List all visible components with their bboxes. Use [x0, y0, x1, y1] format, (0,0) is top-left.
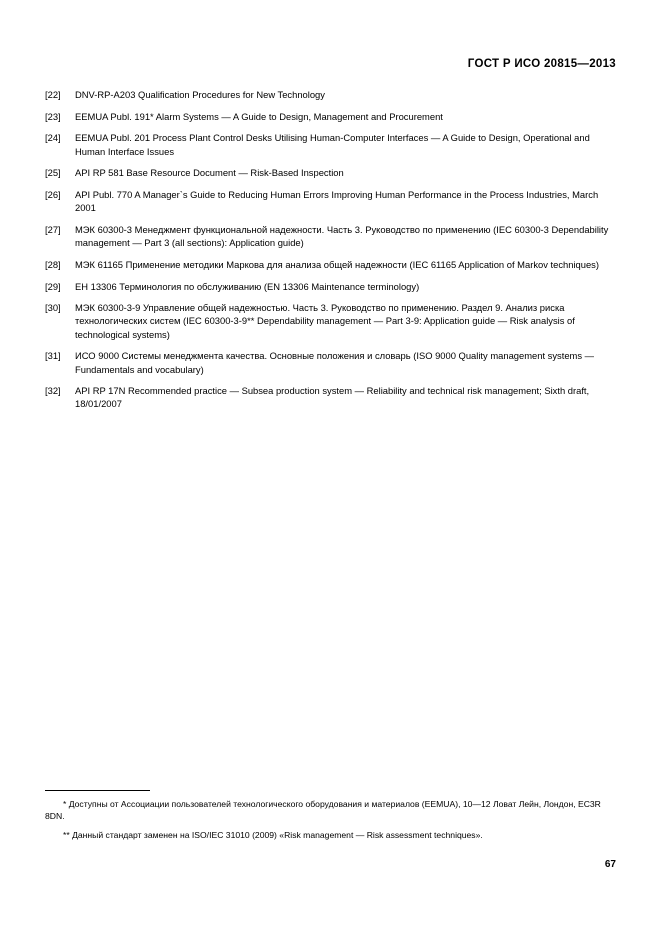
reference-text: API RP 581 Base Resource Document — Risk-Based Inspection	[75, 167, 344, 179]
list-item	[45, 301, 620, 341]
reference-number: [32]	[45, 385, 61, 397]
list-item	[45, 384, 620, 410]
reference-text: ЕН 13306 Терминология по обслуживанию (EN 13306 Maintenance terminology)	[75, 280, 420, 292]
footnote-item: * Доступны от Ассоциации пользователей технологического оборудования и материалов (EEMUA), 10—12 Ловат Лейн, Лондон, EC3R 8DN.	[45, 799, 601, 822]
reference-text: МЭК 60300-3-9 Управление общей надежностью. Часть 3. Руководство по применению. Раздел 9. Анализ риска технологических систем (IEC 60300-3-9** Dependability management — Part 3-9: Application guide — Risk analysis of technological systems)	[75, 302, 575, 340]
list-item	[45, 349, 620, 375]
reference-number: [25]	[45, 167, 61, 179]
list-item	[45, 110, 620, 123]
reference-number: [24]	[45, 132, 61, 144]
reference-text: API RP 17N Recommended practice — Subsea production system — Reliability and technical risk management; Sixth draft, 18/01/2007	[75, 385, 590, 410]
list-item	[45, 166, 620, 179]
list-item	[45, 223, 620, 249]
footnote-separator	[45, 790, 150, 791]
reference-number: [30]	[45, 302, 61, 314]
list-item	[45, 88, 620, 101]
reference-number: [27]	[45, 223, 61, 235]
reference-text: DNV-RP-A203 Qualification Procedures for New Technology	[75, 89, 325, 100]
reference-number: [26]	[45, 189, 61, 201]
reference-number: [23]	[45, 110, 61, 122]
reference-number: [22]	[45, 89, 61, 100]
reference-number: [31]	[45, 350, 61, 362]
reference-text: ИСО 9000 Системы менеджмента качества. Основные положения и словарь (ISO 9000 Quality management systems — Fundamentals and vocabulary)	[75, 350, 595, 375]
list-item	[45, 280, 620, 293]
reference-text: EEMUA Publ. 201 Process Plant Control Desks Utilising Human-Computer Interfaces — A Guide to Design, Operational and Human Interface Issues	[75, 132, 590, 157]
list-item	[45, 258, 620, 271]
list-item	[45, 188, 620, 214]
reference-list	[45, 88, 620, 419]
reference-text: EEMUA Publ. 191* Alarm Systems — A Guide to Design, Management and Procurement	[75, 110, 443, 122]
footnote-item: ** Данный стандарт заменен на ISO/IEC 31010 (2009) «Risk management — Risk assessment techniques».	[63, 830, 483, 841]
reference-number: [28]	[45, 258, 61, 270]
reference-text: API Publ. 770 A Manager`s Guide to Reducing Human Errors Improving Human Performance in the Process Industries, March 2001	[75, 189, 599, 214]
reference-text: МЭК 61165 Применение методики Маркова для анализа общей надежности (IEC 61165 Application of Markov techniques)	[75, 258, 599, 270]
reference-number: [29]	[45, 280, 61, 292]
list-item	[45, 131, 620, 157]
reference-text: МЭК 60300-3 Менеджмент функциональной надежности. Часть 3. Руководство по применению (IEC 60300-3 Dependability management — Part 3 (all sections): Application guide)	[75, 223, 609, 249]
page-header: ГОСТ Р ИСО 20815—2013	[467, 58, 616, 70]
page-number: 67	[604, 859, 616, 870]
footnote-block	[45, 790, 620, 849]
